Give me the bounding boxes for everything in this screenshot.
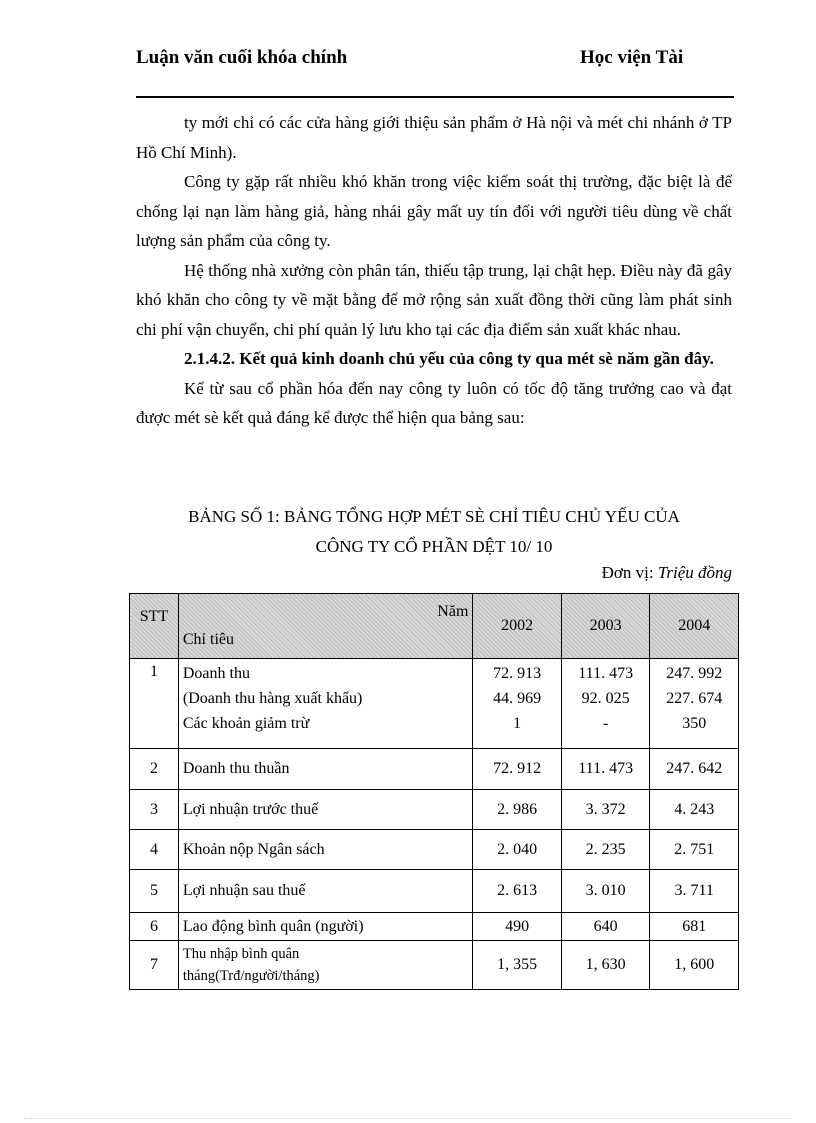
- table-row: [130, 749, 739, 790]
- row-indicator: Lao động bình quân (người): [178, 913, 473, 941]
- header-stt: STT: [130, 594, 179, 659]
- header-indicator-label: Chỉ tiêu: [182, 631, 234, 648]
- row-value-2003: 111. 473: [561, 749, 650, 790]
- row-value-2003: 640: [561, 913, 650, 941]
- row-value-2004: 2. 751: [650, 830, 739, 870]
- row-value-2004: 1, 600: [650, 941, 739, 990]
- row-stt: 7: [130, 941, 179, 990]
- indicator-line: Thu nhập bình quân: [182, 946, 300, 962]
- row-indicator: [178, 941, 473, 990]
- header-indicator: [178, 594, 473, 659]
- header-year-2004: 2004: [650, 594, 739, 659]
- row-value-2004: [650, 659, 739, 749]
- header-year-2002: 2002: [473, 594, 562, 659]
- indicator-line: Doanh thu: [182, 665, 250, 682]
- row-value-2002: 490: [473, 913, 562, 941]
- cell-value: 350: [682, 715, 707, 732]
- row-stt: 5: [130, 870, 179, 913]
- row-value-2004: 4. 243: [650, 790, 739, 830]
- unit-label-text: Đơn vị:: [601, 563, 654, 582]
- table-row: [130, 659, 739, 749]
- row-value-2003: [561, 659, 650, 749]
- table-row: [130, 790, 739, 830]
- header-year-label: Năm: [437, 603, 469, 620]
- row-stt: 2: [130, 749, 179, 790]
- header-divider: [136, 96, 734, 98]
- table-header-row: [130, 594, 739, 659]
- row-indicator: Lợi nhuận sau thuế: [178, 870, 473, 913]
- page-bottom-border: [24, 1118, 792, 1119]
- cell-value: -: [603, 715, 609, 732]
- paragraph-2: Công ty gặp rất nhiều khó khăn trong việc kiểm soát thị trường, đặc biệt là để chống lại nạn làm hàng giả, hàng nhái gây mất uy tín đối với người tiêu dùng về chất lượng sản phẩm của công ty.: [136, 172, 732, 250]
- row-indicator: Khoản nộp Ngân sách: [178, 830, 473, 870]
- header-right-title: Học viện Tài: [580, 47, 684, 68]
- cell-value: 92. 025: [581, 690, 630, 707]
- indicator-line: tháng(Trđ/người/tháng): [182, 968, 320, 984]
- unit-label: [602, 563, 732, 583]
- cell-value: 227. 674: [666, 690, 723, 707]
- row-value-2002: 2. 040: [473, 830, 562, 870]
- row-indicator: Doanh thu thuần: [178, 749, 473, 790]
- section-heading: 2.1.4.2. Kết quả kinh doanh chủ yếu của công ty qua mét sè năm gần đây.: [184, 349, 714, 368]
- cell-value: 1: [513, 715, 522, 732]
- row-value-2004: 247. 642: [650, 749, 739, 790]
- row-value-2003: 1, 630: [561, 941, 650, 990]
- row-stt: 6: [130, 913, 179, 941]
- table-title-line-2: CÔNG TY CỔ PHẦN DỆT 10/ 10: [315, 537, 553, 556]
- row-value-2002: [473, 659, 562, 749]
- header-left-title: Luận văn cuối khóa chính: [136, 47, 348, 68]
- header-year-2003: 2003: [561, 594, 650, 659]
- cell-value: 111. 473: [578, 665, 634, 682]
- row-stt: 1: [130, 659, 179, 749]
- row-value-2004: 681: [650, 913, 739, 941]
- table-title-line-1: BẢNG SỐ 1: BẢNG TỔNG HỢP MÉT SÈ CHỈ TIÊU CHỦ YẾU CỦA: [188, 507, 680, 526]
- row-value-2003: 3. 372: [561, 790, 650, 830]
- table-row: [130, 830, 739, 870]
- body-text: [136, 108, 732, 433]
- table-row: [130, 913, 739, 941]
- cell-value: 247. 992: [666, 665, 723, 682]
- row-stt: 4: [130, 830, 179, 870]
- unit-value: Triệu đồng: [657, 563, 732, 582]
- table-row: [130, 941, 739, 990]
- row-value-2002: 72. 912: [473, 749, 562, 790]
- cell-value: 44. 969: [493, 690, 542, 707]
- row-value-2002: 2. 613: [473, 870, 562, 913]
- row-value-2002: 1, 355: [473, 941, 562, 990]
- row-indicator: [178, 659, 473, 749]
- row-value-2002: 2. 986: [473, 790, 562, 830]
- paragraph-1: ty mới chỉ có các cửa hàng giới thiệu sản phẩm ở Hà nội và mét chi nhánh ở TP Hồ Chí Minh).: [136, 113, 732, 162]
- paragraph-3: Hệ thống nhà xưởng còn phân tán, thiếu tập trung, lại chật hẹp. Điều này đã gây khó khăn cho công ty về mặt bằng để mở rộng sản xuất đồng thời cũng làm phát sinh chi phí vận chuyển, chi phí quản lý lưu kho tại các địa điểm sản xuất khác nhau.: [136, 260, 732, 339]
- row-value-2003: 3. 010: [561, 870, 650, 913]
- summary-table: [129, 593, 739, 990]
- table-row: [130, 870, 739, 913]
- row-value-2004: 3. 711: [650, 870, 739, 913]
- row-value-2003: 2. 235: [561, 830, 650, 870]
- row-indicator: Lợi nhuận trước thuế: [178, 790, 473, 830]
- row-stt: 3: [130, 790, 179, 830]
- indicator-line: Các khoản giảm trừ: [182, 715, 310, 732]
- cell-value: 72. 913: [493, 665, 542, 682]
- indicator-line: (Doanh thu hàng xuất khẩu): [182, 690, 363, 707]
- paragraph-4: Kể từ sau cổ phần hóa đến nay công ty luôn có tốc độ tăng trưởng cao và đạt được mét sè kết quả đáng kể được thể hiện qua bảng sau:: [136, 378, 732, 427]
